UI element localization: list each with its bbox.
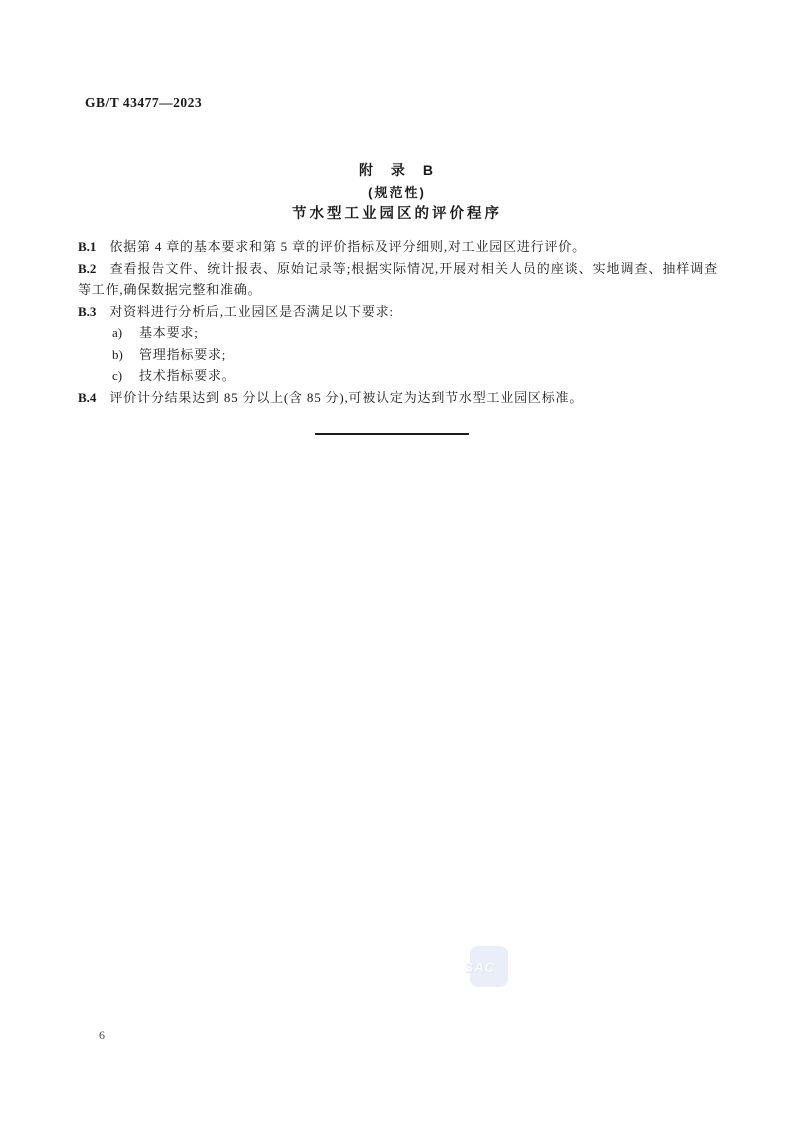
clause-content	[78, 236, 718, 408]
clause-b1	[78, 236, 718, 258]
requirement-list	[78, 322, 718, 387]
clause-b2-text: 查看报告文件、统计报表、原始记录等;根据实际情况,开展对相关人员的座谈、实地调查、抽样调查等工作,确保数据完整和准确。	[78, 260, 718, 297]
sac-watermark-logo	[464, 946, 508, 987]
list-item	[112, 365, 718, 387]
end-of-text-rule	[315, 433, 469, 435]
appendix-heading: 节水型工业园区的评价程序	[292, 206, 502, 222]
clause-b4-text: 评价计分结果达到 85 分以上(含 85 分),可被认定为达到节水型工业园区标准。	[109, 389, 584, 405]
list-item	[112, 322, 718, 344]
list-item-label: c)	[112, 368, 123, 383]
appendix-title: 附 录 B	[358, 162, 436, 178]
clause-b2	[78, 258, 718, 301]
page-number: 6	[99, 1028, 105, 1042]
appendix-normative-label: (规范性)	[368, 185, 426, 200]
clause-b3-text: 对资料进行分析后,工业园区是否满足以下要求:	[109, 303, 394, 319]
clause-b2-label: B.2	[78, 260, 97, 276]
list-item	[112, 344, 718, 366]
clause-b1-label: B.1	[78, 239, 97, 254]
clause-b3-label: B.3	[78, 303, 97, 319]
list-item-label: b)	[112, 346, 123, 362]
clause-b3	[78, 301, 718, 323]
clause-b4-label: B.4	[78, 389, 97, 405]
list-item-text: 管理指标要求;	[139, 346, 227, 362]
clause-b4	[78, 387, 718, 409]
sac-watermark-text: SAC	[464, 959, 496, 975]
list-item-label: a)	[112, 325, 123, 340]
list-item-text: 基本要求;	[139, 325, 199, 340]
standard-number: GB/T 43477—2023	[85, 95, 203, 110]
clause-b1-text: 依据第 4 章的基本要求和第 5 章的评价指标及评分细则,对工业园区进行评价。	[109, 239, 586, 254]
list-item-text: 技术指标要求。	[139, 368, 236, 383]
